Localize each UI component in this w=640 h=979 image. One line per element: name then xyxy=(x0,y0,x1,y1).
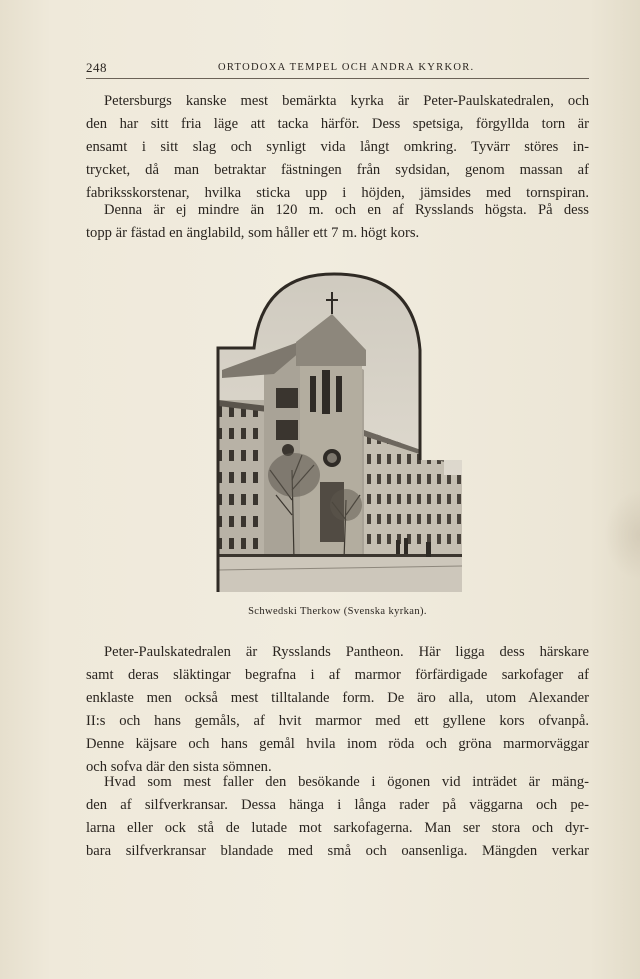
text-line: Hvad som mest faller den besökande i ögonen vid inträdet är mäng- xyxy=(104,774,589,790)
text-line: fabriksskorstenar, hvilka sticka upp i höjden, jämsides med tornspiran. xyxy=(86,185,589,201)
text-line: topp är fästad en änglabild, som håller ett 7 m. högt kors. xyxy=(86,225,420,241)
church-engraving xyxy=(214,270,464,592)
paragraph-3 xyxy=(86,641,589,779)
paragraph-2 xyxy=(86,199,589,245)
page-header xyxy=(86,60,589,79)
text-line: och sofva där den sista sömnen. xyxy=(86,759,272,775)
text-line: ensamt i sitt slag och synligt vida långt omkring. Tyvärr störes in- xyxy=(86,139,589,155)
text-line: Denna är ej mindre än 120 m. och en af Rysslands högsta. På dess xyxy=(104,202,589,218)
church-illustration xyxy=(214,270,464,592)
text-line: Denne käjsare och hans gemål hvila inom röda och gröna marmorväggar xyxy=(86,736,589,752)
paragraph-1 xyxy=(86,90,589,205)
text-line: trycket, då man betraktar fästningen från sydsidan, genom massan af xyxy=(86,162,589,178)
paragraph-4 xyxy=(86,771,589,863)
text-line: Peter-Paulskatedralen är Rysslands Pantheon. Här ligga dess härskare xyxy=(104,644,589,660)
text-line: bara silfverkransar blandade med små och oansenliga. Mängden verkar xyxy=(86,843,589,859)
text-line: larna eller ock stå de lutade mot sarkofagerna. Man ser stora och dyr- xyxy=(86,820,589,836)
figure-caption: Schwedski Therkow (Svenska kyrkan). xyxy=(248,606,427,617)
text-line: den har sitt fria läge att tacka härför. Dess spetsiga, förgyllda torn är xyxy=(86,116,589,132)
text-line: II:s och hans gemåls, af hvit marmor med ett gyllene kors ofvanpå. xyxy=(86,713,589,729)
page-number: 248 xyxy=(86,60,107,75)
text-line: Petersburgs kanske mest bemärkta kyrka är Peter-Paulskatedralen, och xyxy=(104,93,589,109)
text-line: enklaste men också mest tilltalande form. De äro alla, utom Alexander xyxy=(86,690,589,706)
page-edge-shadow xyxy=(604,490,640,580)
running-head: ORTODOXA TEMPEL OCH ANDRA KYRKOR. xyxy=(218,62,475,73)
text-line: den af silfverkransar. Dessa hänga i långa rader på väggarna och pe- xyxy=(86,797,589,813)
text-line: samt deras släktingar begrafna i af marmor förfärdigade sarkofager af xyxy=(86,667,589,683)
